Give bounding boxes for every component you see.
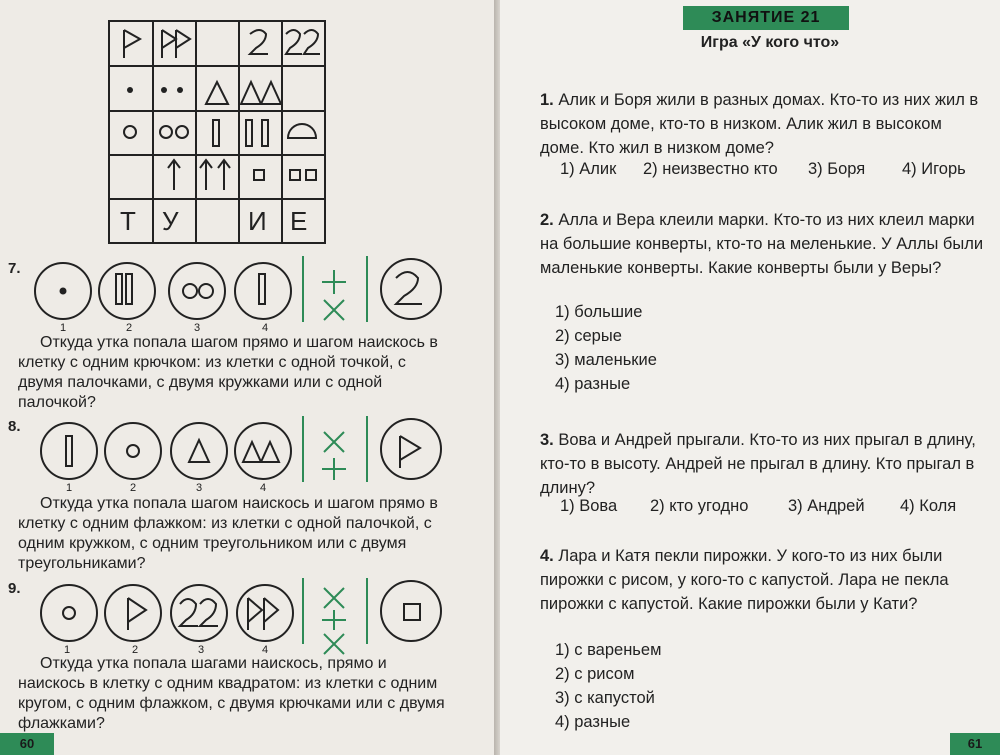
question-body: Вова и Андрей прыгали. Кто-то из них прыгал в длину, кто-то в высоту. Андрей не прыгал в длину. Кто прыгал в длину? xyxy=(540,431,976,497)
answer-option: 3) Боря xyxy=(808,160,866,178)
answer-option: 2) с рисом xyxy=(555,665,635,683)
question-body: Алик и Боря жили в разных домах. Кто-то из них жил в высоком доме, кто-то в низком. Алик жил в высоком доме. Кто жил в низком доме? xyxy=(540,91,979,157)
answer-option: 2) серые xyxy=(555,327,622,345)
answer-option: 1) с вареньем xyxy=(555,641,662,659)
answer-option: 2) неизвестно кто xyxy=(643,160,778,178)
option-label: 3 xyxy=(196,482,203,494)
answer-option: 3) Андрей xyxy=(788,497,865,515)
answer-option: 4) Коля xyxy=(900,497,957,515)
question-number: 4. xyxy=(540,547,554,565)
option-label: 1 xyxy=(60,322,67,334)
answer-option: 1) Алик xyxy=(560,160,617,178)
grid-letter: И xyxy=(248,206,267,236)
question-text xyxy=(540,88,990,160)
question-body: Алла и Вера клеили марки. Кто-то из них клеил марки на большие конверты, кто-то на меленькие. У Аллы были маленькие конверты. Какие конверты были у Веры? xyxy=(540,211,984,277)
task-number: 8. xyxy=(8,418,21,435)
task-number: 9. xyxy=(8,580,21,597)
question-text xyxy=(540,544,990,616)
option-label: 3 xyxy=(194,322,201,334)
option-label: 4 xyxy=(262,322,269,334)
answer-option: 2) кто угодно xyxy=(650,497,749,515)
option-label: 1 xyxy=(64,644,71,656)
page-number: 61 xyxy=(950,733,1000,755)
option-label: 4 xyxy=(262,644,269,656)
task-text: Откуда утка попала шагом наискось и шагом прямо в клетку с одним флажком: из клетки с одной палочкой, с одним кружком, с одним треугольником или с двумя треугольниками? xyxy=(18,495,438,572)
game-title: Игра «У кого что» xyxy=(700,34,840,51)
left-page xyxy=(0,0,494,755)
question-number: 1. xyxy=(540,91,554,109)
question-number: 3. xyxy=(540,431,554,449)
grid-letter: Т xyxy=(120,206,136,236)
task9-symbols xyxy=(0,572,494,652)
option-label: 4 xyxy=(260,482,267,494)
answer-option: 1) большие xyxy=(555,303,643,321)
question-number: 2. xyxy=(540,211,554,229)
lesson-label: ЗАНЯТИЕ 21 xyxy=(683,6,849,30)
grid-letter: У xyxy=(162,206,179,236)
grid-letter: Е xyxy=(290,206,308,236)
page-number: 60 xyxy=(0,733,54,755)
option-label: 2 xyxy=(132,644,139,656)
task7-symbols xyxy=(0,250,494,330)
symbol-grid xyxy=(108,20,326,244)
task-text: Откуда утка попала шагом прямо и шагом наискось в клетку с одним крючком: из клетки с одной точкой, с двумя палочками, с двумя кружками или с одной палочкой? xyxy=(18,334,438,411)
answer-option: 4) разные xyxy=(555,375,631,393)
question-body: Лара и Катя пекли пирожки. У кого-то из них были пирожки с рисом, у кого-то с капустой. Лара не пекла пирожки с капустой. Какие пирожки были у Кати? xyxy=(540,547,949,613)
task8-symbols xyxy=(0,410,494,490)
option-label: 3 xyxy=(198,644,205,656)
task-text: Откуда утка попала шагами наискось, прямо и наискось в клетку с одним квадратом: из клетки с одним кругом, с одним флажком, с двумя крючками или с двумя флажками? xyxy=(18,655,445,732)
answer-option: 1) Вова xyxy=(560,497,618,515)
answer-option: 3) маленькие xyxy=(555,351,657,369)
option-label: 2 xyxy=(130,482,137,494)
answer-option: 3) с капустой xyxy=(555,689,655,707)
option-label: 1 xyxy=(66,482,73,494)
task-number: 7. xyxy=(8,260,21,277)
question-text xyxy=(540,428,990,500)
option-label: 2 xyxy=(126,322,133,334)
answer-option: 4) Игорь xyxy=(902,160,966,178)
question-text xyxy=(540,208,990,280)
answer-option: 4) разные xyxy=(555,713,631,731)
